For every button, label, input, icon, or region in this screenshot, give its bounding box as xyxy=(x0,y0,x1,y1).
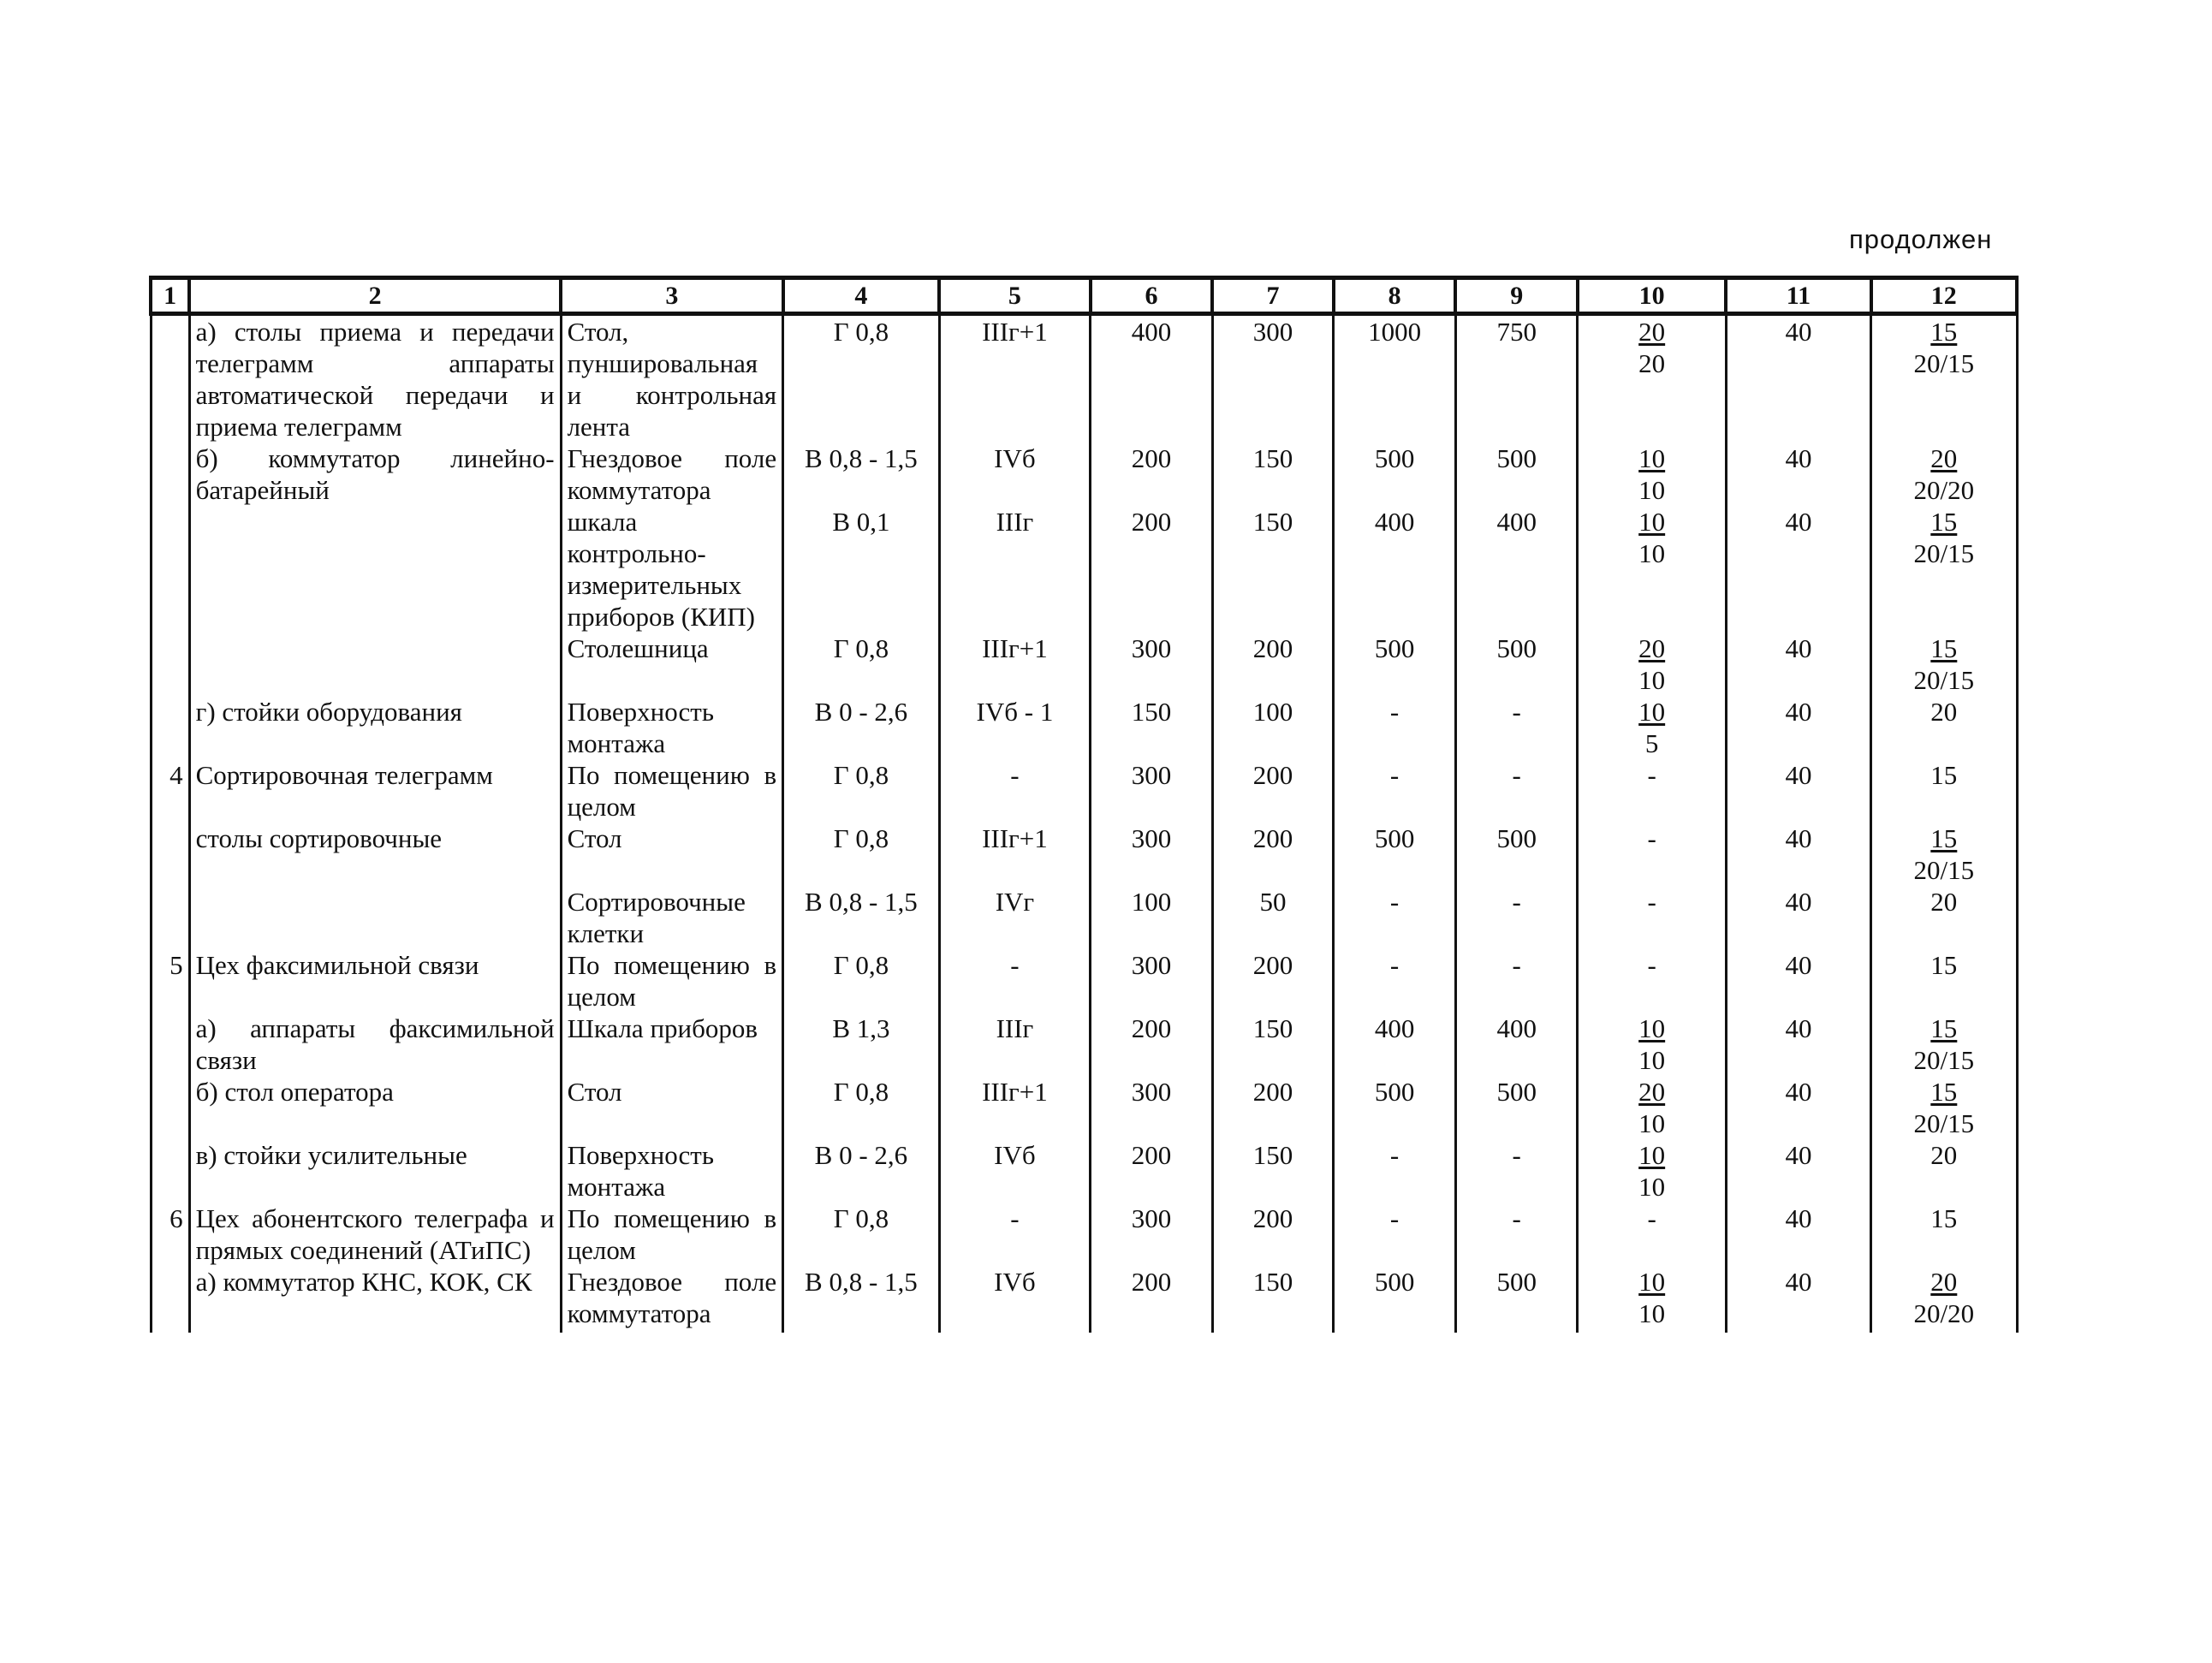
cell-col-3: По помещению в целом xyxy=(561,759,783,823)
cell-col-10 xyxy=(1578,442,1726,506)
cell-col-3: Поверхность монтажа xyxy=(561,696,783,759)
cell-col-10: - xyxy=(1578,949,1726,1013)
cell-col-12 xyxy=(1871,1013,2017,1076)
column-header: 5 xyxy=(939,278,1090,314)
fraction-top: 20 xyxy=(1930,1267,1958,1297)
cell-col-3: Сортировочные клетки xyxy=(561,886,783,949)
fraction-top: 15 xyxy=(1930,1077,1958,1107)
cell-col-11: 40 xyxy=(1726,506,1870,633)
cell-col-3: Гнездовое поле коммутатора xyxy=(561,1266,783,1333)
fraction-bottom: 10 xyxy=(1638,665,1666,695)
cell-col-11: 40 xyxy=(1726,823,1870,886)
column-header: 7 xyxy=(1212,278,1334,314)
fraction-top: 10 xyxy=(1638,507,1666,537)
fraction-value xyxy=(1638,633,1665,696)
cell-col-6: 200 xyxy=(1091,1013,1213,1076)
column-header: 6 xyxy=(1091,278,1213,314)
table-row xyxy=(151,442,2017,506)
cell-col-4: В 0,8 - 1,5 xyxy=(783,1266,940,1333)
cell-col-11: 40 xyxy=(1726,759,1870,823)
fraction-bottom: 10 xyxy=(1638,1172,1666,1202)
cell-col-5: - xyxy=(939,759,1090,823)
cell-col-10: - xyxy=(1578,886,1726,949)
cell-col-8: 400 xyxy=(1334,506,1456,633)
cell-col-5: IVб xyxy=(939,442,1090,506)
cell-col-7: 200 xyxy=(1212,1076,1334,1139)
cell-col-3: По помещению в целом xyxy=(561,1203,783,1266)
cell-col-6: 300 xyxy=(1091,759,1213,823)
cell-col-9: 500 xyxy=(1455,1076,1578,1139)
cell-col-7: 200 xyxy=(1212,759,1334,823)
fraction-bottom: 20/15 xyxy=(1913,1045,1975,1075)
table-row xyxy=(151,696,2017,759)
cell-col-12: 20 xyxy=(1871,1139,2017,1203)
column-header: 12 xyxy=(1871,278,2017,314)
fraction-top: 10 xyxy=(1638,1013,1666,1043)
cell-col-5: IIIг+1 xyxy=(939,1076,1090,1139)
table-row xyxy=(151,1076,2017,1139)
cell-col-4: В 1,3 xyxy=(783,1013,940,1076)
continued-label: продолжен xyxy=(1849,224,1993,254)
cell-col-3: Столешница xyxy=(561,633,783,696)
cell-col-11: 40 xyxy=(1726,1076,1870,1139)
cell-col-6: 200 xyxy=(1091,506,1213,633)
fraction-top: 20 xyxy=(1638,1077,1666,1107)
fraction-bottom: 10 xyxy=(1638,475,1666,505)
cell-col-10: - xyxy=(1578,1203,1726,1266)
cell-col-6: 200 xyxy=(1091,442,1213,506)
cell-col-6: 300 xyxy=(1091,1076,1213,1139)
cell-col-2: б) стол оператора xyxy=(189,1076,561,1139)
cell-col-4: В 0,1 xyxy=(783,506,940,633)
table-row xyxy=(151,949,2017,1013)
cell-col-3: шкала контрольно-измерительных приборов (КИП) xyxy=(561,506,783,633)
cell-col-3: По помещению в целом xyxy=(561,949,783,1013)
fraction-bottom: 5 xyxy=(1644,728,1659,758)
fraction-value xyxy=(1913,442,1974,506)
cell-col-7: 200 xyxy=(1212,1203,1334,1266)
cell-col-1 xyxy=(151,314,189,443)
fraction-top: 15 xyxy=(1930,823,1958,853)
fraction-bottom: 20/20 xyxy=(1913,475,1975,505)
cell-col-1 xyxy=(151,1013,189,1076)
cell-col-9: - xyxy=(1455,949,1578,1013)
cell-col-11: 40 xyxy=(1726,1013,1870,1076)
cell-col-2: столы сортировочные xyxy=(189,823,561,886)
cell-col-6: 300 xyxy=(1091,633,1213,696)
cell-col-12: 15 xyxy=(1871,759,2017,823)
cell-col-7: 50 xyxy=(1212,886,1334,949)
cell-col-11: 40 xyxy=(1726,442,1870,506)
cell-col-10: - xyxy=(1578,759,1726,823)
fraction-top: 20 xyxy=(1638,633,1666,663)
cell-col-6: 100 xyxy=(1091,886,1213,949)
cell-col-12 xyxy=(1871,506,2017,633)
cell-col-9: - xyxy=(1455,1139,1578,1203)
cell-col-3: Стол, пуншировальная и контрольная лента xyxy=(561,314,783,443)
cell-col-5: IVб xyxy=(939,1139,1090,1203)
cell-col-12 xyxy=(1871,1266,2017,1333)
cell-col-4: Г 0,8 xyxy=(783,759,940,823)
fraction-value xyxy=(1913,1076,1974,1139)
cell-col-12: 15 xyxy=(1871,1203,2017,1266)
cell-col-8: - xyxy=(1334,886,1456,949)
cell-col-12 xyxy=(1871,314,2017,443)
table-body xyxy=(151,314,2017,1333)
cell-col-11: 40 xyxy=(1726,1203,1870,1266)
cell-col-12: 15 xyxy=(1871,949,2017,1013)
column-header: 8 xyxy=(1334,278,1456,314)
cell-col-5: IIIг+1 xyxy=(939,314,1090,443)
fraction-top: 20 xyxy=(1638,317,1666,347)
fraction-top: 10 xyxy=(1638,1140,1666,1170)
cell-col-10 xyxy=(1578,1013,1726,1076)
cell-col-8: 500 xyxy=(1334,1076,1456,1139)
fraction-value xyxy=(1638,1139,1665,1203)
cell-col-7: 200 xyxy=(1212,949,1334,1013)
cell-col-7: 200 xyxy=(1212,633,1334,696)
fraction-top: 15 xyxy=(1930,317,1958,347)
cell-col-4: Г 0,8 xyxy=(783,949,940,1013)
lighting-norms-table xyxy=(149,276,2019,1333)
cell-col-1: 4 xyxy=(151,759,189,823)
cell-col-7: 200 xyxy=(1212,823,1334,886)
cell-col-5: IIIг+1 xyxy=(939,823,1090,886)
cell-col-8: 1000 xyxy=(1334,314,1456,443)
cell-col-9: - xyxy=(1455,886,1578,949)
table-row xyxy=(151,1139,2017,1203)
cell-col-4: В 0,8 - 1,5 xyxy=(783,442,940,506)
cell-col-1: 5 xyxy=(151,949,189,1013)
fraction-bottom: 20/15 xyxy=(1913,1108,1975,1138)
cell-col-8: 500 xyxy=(1334,823,1456,886)
column-header: 1 xyxy=(151,278,189,314)
fraction-value xyxy=(1638,1013,1665,1076)
cell-col-11: 40 xyxy=(1726,314,1870,443)
cell-col-12 xyxy=(1871,1076,2017,1139)
cell-col-6: 300 xyxy=(1091,823,1213,886)
cell-col-4: В 0 - 2,6 xyxy=(783,1139,940,1203)
cell-col-9: 500 xyxy=(1455,442,1578,506)
cell-col-2: Цех факсимильной связи xyxy=(189,949,561,1013)
cell-col-4: Г 0,8 xyxy=(783,823,940,886)
fraction-value xyxy=(1638,1266,1665,1329)
cell-col-9: - xyxy=(1455,759,1578,823)
cell-col-12: 20 xyxy=(1871,696,2017,759)
fraction-bottom: 20 xyxy=(1638,348,1666,378)
cell-col-9: 400 xyxy=(1455,506,1578,633)
cell-col-10 xyxy=(1578,1139,1726,1203)
cell-col-1 xyxy=(151,506,189,633)
cell-col-5: IIIг+1 xyxy=(939,633,1090,696)
cell-col-10 xyxy=(1578,1266,1726,1333)
table-row xyxy=(151,823,2017,886)
cell-col-2: а) аппараты факсимильной связи xyxy=(189,1013,561,1076)
cell-col-1 xyxy=(151,1076,189,1139)
cell-col-10: - xyxy=(1578,823,1726,886)
cell-col-3: Стол xyxy=(561,823,783,886)
cell-col-8: 400 xyxy=(1334,1013,1456,1076)
cell-col-7: 300 xyxy=(1212,314,1334,443)
cell-col-2 xyxy=(189,506,561,633)
cell-col-2: а) столы приема и передачи телеграмм аппараты автоматической передачи и приема телеграмм xyxy=(189,314,561,443)
cell-col-8: - xyxy=(1334,696,1456,759)
cell-col-12 xyxy=(1871,633,2017,696)
cell-col-8: - xyxy=(1334,1203,1456,1266)
cell-col-6: 150 xyxy=(1091,696,1213,759)
cell-col-4: Г 0,8 xyxy=(783,633,940,696)
cell-col-11: 40 xyxy=(1726,696,1870,759)
cell-col-3: Поверхность монтажа xyxy=(561,1139,783,1203)
cell-col-8: - xyxy=(1334,759,1456,823)
column-header: 4 xyxy=(783,278,940,314)
cell-col-8: - xyxy=(1334,1139,1456,1203)
fraction-top: 15 xyxy=(1930,1013,1958,1043)
cell-col-10 xyxy=(1578,696,1726,759)
fraction-bottom: 10 xyxy=(1638,1045,1666,1075)
cell-col-9: - xyxy=(1455,696,1578,759)
table-row xyxy=(151,1203,2017,1266)
cell-col-9: 500 xyxy=(1455,633,1578,696)
cell-col-6: 300 xyxy=(1091,949,1213,1013)
column-header: 3 xyxy=(561,278,783,314)
cell-col-1 xyxy=(151,442,189,506)
cell-col-4: Г 0,8 xyxy=(783,1203,940,1266)
cell-col-11: 40 xyxy=(1726,886,1870,949)
cell-col-11: 40 xyxy=(1726,949,1870,1013)
fraction-value xyxy=(1638,442,1665,506)
table-row xyxy=(151,886,2017,949)
cell-col-8: 500 xyxy=(1334,1266,1456,1333)
cell-col-7: 150 xyxy=(1212,442,1334,506)
cell-col-8: - xyxy=(1334,949,1456,1013)
cell-col-5: IIIг xyxy=(939,506,1090,633)
cell-col-1 xyxy=(151,823,189,886)
fraction-bottom: 20/20 xyxy=(1913,1298,1975,1328)
fraction-value xyxy=(1638,1076,1665,1139)
cell-col-3: Стол xyxy=(561,1076,783,1139)
fraction-value xyxy=(1638,696,1665,759)
cell-col-2: г) стойки оборудования xyxy=(189,696,561,759)
cell-col-1 xyxy=(151,633,189,696)
cell-col-10 xyxy=(1578,633,1726,696)
cell-col-10 xyxy=(1578,314,1726,443)
cell-col-2 xyxy=(189,886,561,949)
cell-col-7: 150 xyxy=(1212,1266,1334,1333)
cell-col-4: В 0,8 - 1,5 xyxy=(783,886,940,949)
cell-col-5: IVб - 1 xyxy=(939,696,1090,759)
fraction-top: 10 xyxy=(1638,697,1666,727)
cell-col-11: 40 xyxy=(1726,1139,1870,1203)
cell-col-11: 40 xyxy=(1726,633,1870,696)
fraction-top: 10 xyxy=(1638,1267,1666,1297)
cell-col-5: IIIг xyxy=(939,1013,1090,1076)
cell-col-1: 6 xyxy=(151,1203,189,1266)
cell-col-6: 400 xyxy=(1091,314,1213,443)
cell-col-8: 500 xyxy=(1334,442,1456,506)
table-row xyxy=(151,759,2017,823)
cell-col-9: 500 xyxy=(1455,1266,1578,1333)
cell-col-9: 750 xyxy=(1455,314,1578,443)
fraction-top: 10 xyxy=(1638,443,1666,473)
cell-col-12 xyxy=(1871,823,2017,886)
cell-col-5: - xyxy=(939,949,1090,1013)
column-header: 9 xyxy=(1455,278,1578,314)
fraction-bottom: 20/15 xyxy=(1913,348,1975,378)
cell-col-12: 20 xyxy=(1871,886,2017,949)
cell-col-2 xyxy=(189,633,561,696)
cell-col-7: 150 xyxy=(1212,1139,1334,1203)
cell-col-6: 200 xyxy=(1091,1266,1213,1333)
cell-col-10 xyxy=(1578,506,1726,633)
fraction-value xyxy=(1638,506,1665,569)
fraction-value xyxy=(1913,316,1974,379)
fraction-value xyxy=(1913,1266,1974,1329)
cell-col-3: Шкала приборов xyxy=(561,1013,783,1076)
column-header: 11 xyxy=(1726,278,1870,314)
table-row xyxy=(151,314,2017,443)
cell-col-1 xyxy=(151,1266,189,1333)
cell-col-4: В 0 - 2,6 xyxy=(783,696,940,759)
cell-col-2: в) стойки усилительные xyxy=(189,1139,561,1203)
cell-col-12 xyxy=(1871,442,2017,506)
table-row xyxy=(151,506,2017,633)
cell-col-1 xyxy=(151,886,189,949)
cell-col-7: 100 xyxy=(1212,696,1334,759)
fraction-value xyxy=(1638,316,1665,379)
fraction-top: 15 xyxy=(1930,507,1958,537)
cell-col-9: 400 xyxy=(1455,1013,1578,1076)
cell-col-2: Сортировочная телеграмм xyxy=(189,759,561,823)
fraction-top: 20 xyxy=(1930,443,1958,473)
table-row xyxy=(151,1013,2017,1076)
column-header: 2 xyxy=(189,278,561,314)
cell-col-9: - xyxy=(1455,1203,1578,1266)
cell-col-8: 500 xyxy=(1334,633,1456,696)
fraction-bottom: 10 xyxy=(1638,1298,1666,1328)
cell-col-7: 150 xyxy=(1212,1013,1334,1076)
cell-col-6: 300 xyxy=(1091,1203,1213,1266)
fraction-bottom: 20/15 xyxy=(1913,538,1975,568)
fraction-top: 15 xyxy=(1930,633,1958,663)
cell-col-5: IVг xyxy=(939,886,1090,949)
cell-col-10 xyxy=(1578,1076,1726,1139)
cell-col-4: Г 0,8 xyxy=(783,314,940,443)
cell-col-4: Г 0,8 xyxy=(783,1076,940,1139)
table-row xyxy=(151,1266,2017,1333)
cell-col-5: - xyxy=(939,1203,1090,1266)
fraction-value xyxy=(1913,633,1974,696)
cell-col-2: а) коммутатор КНС, КОК, СК xyxy=(189,1266,561,1333)
table-row xyxy=(151,633,2017,696)
cell-col-9: 500 xyxy=(1455,823,1578,886)
fraction-bottom: 20/15 xyxy=(1913,665,1975,695)
fraction-bottom: 20/15 xyxy=(1913,855,1975,885)
fraction-bottom: 10 xyxy=(1638,1108,1666,1138)
column-header: 10 xyxy=(1578,278,1726,314)
cell-col-3: Гнездовое поле коммутатора xyxy=(561,442,783,506)
cell-col-5: IVб xyxy=(939,1266,1090,1333)
cell-col-2: Цех абонентского телеграфа и прямых соединений (АТиПС) xyxy=(189,1203,561,1266)
column-number-row xyxy=(151,278,2017,314)
fraction-value xyxy=(1913,1013,1974,1076)
fraction-value xyxy=(1913,506,1974,569)
cell-col-6: 200 xyxy=(1091,1139,1213,1203)
cell-col-11: 40 xyxy=(1726,1266,1870,1333)
fraction-value xyxy=(1913,823,1974,886)
cell-col-7: 150 xyxy=(1212,506,1334,633)
cell-col-1 xyxy=(151,1139,189,1203)
cell-col-1 xyxy=(151,696,189,759)
fraction-bottom: 10 xyxy=(1638,538,1666,568)
cell-col-2: б) коммутатор линейно-батарейный xyxy=(189,442,561,506)
